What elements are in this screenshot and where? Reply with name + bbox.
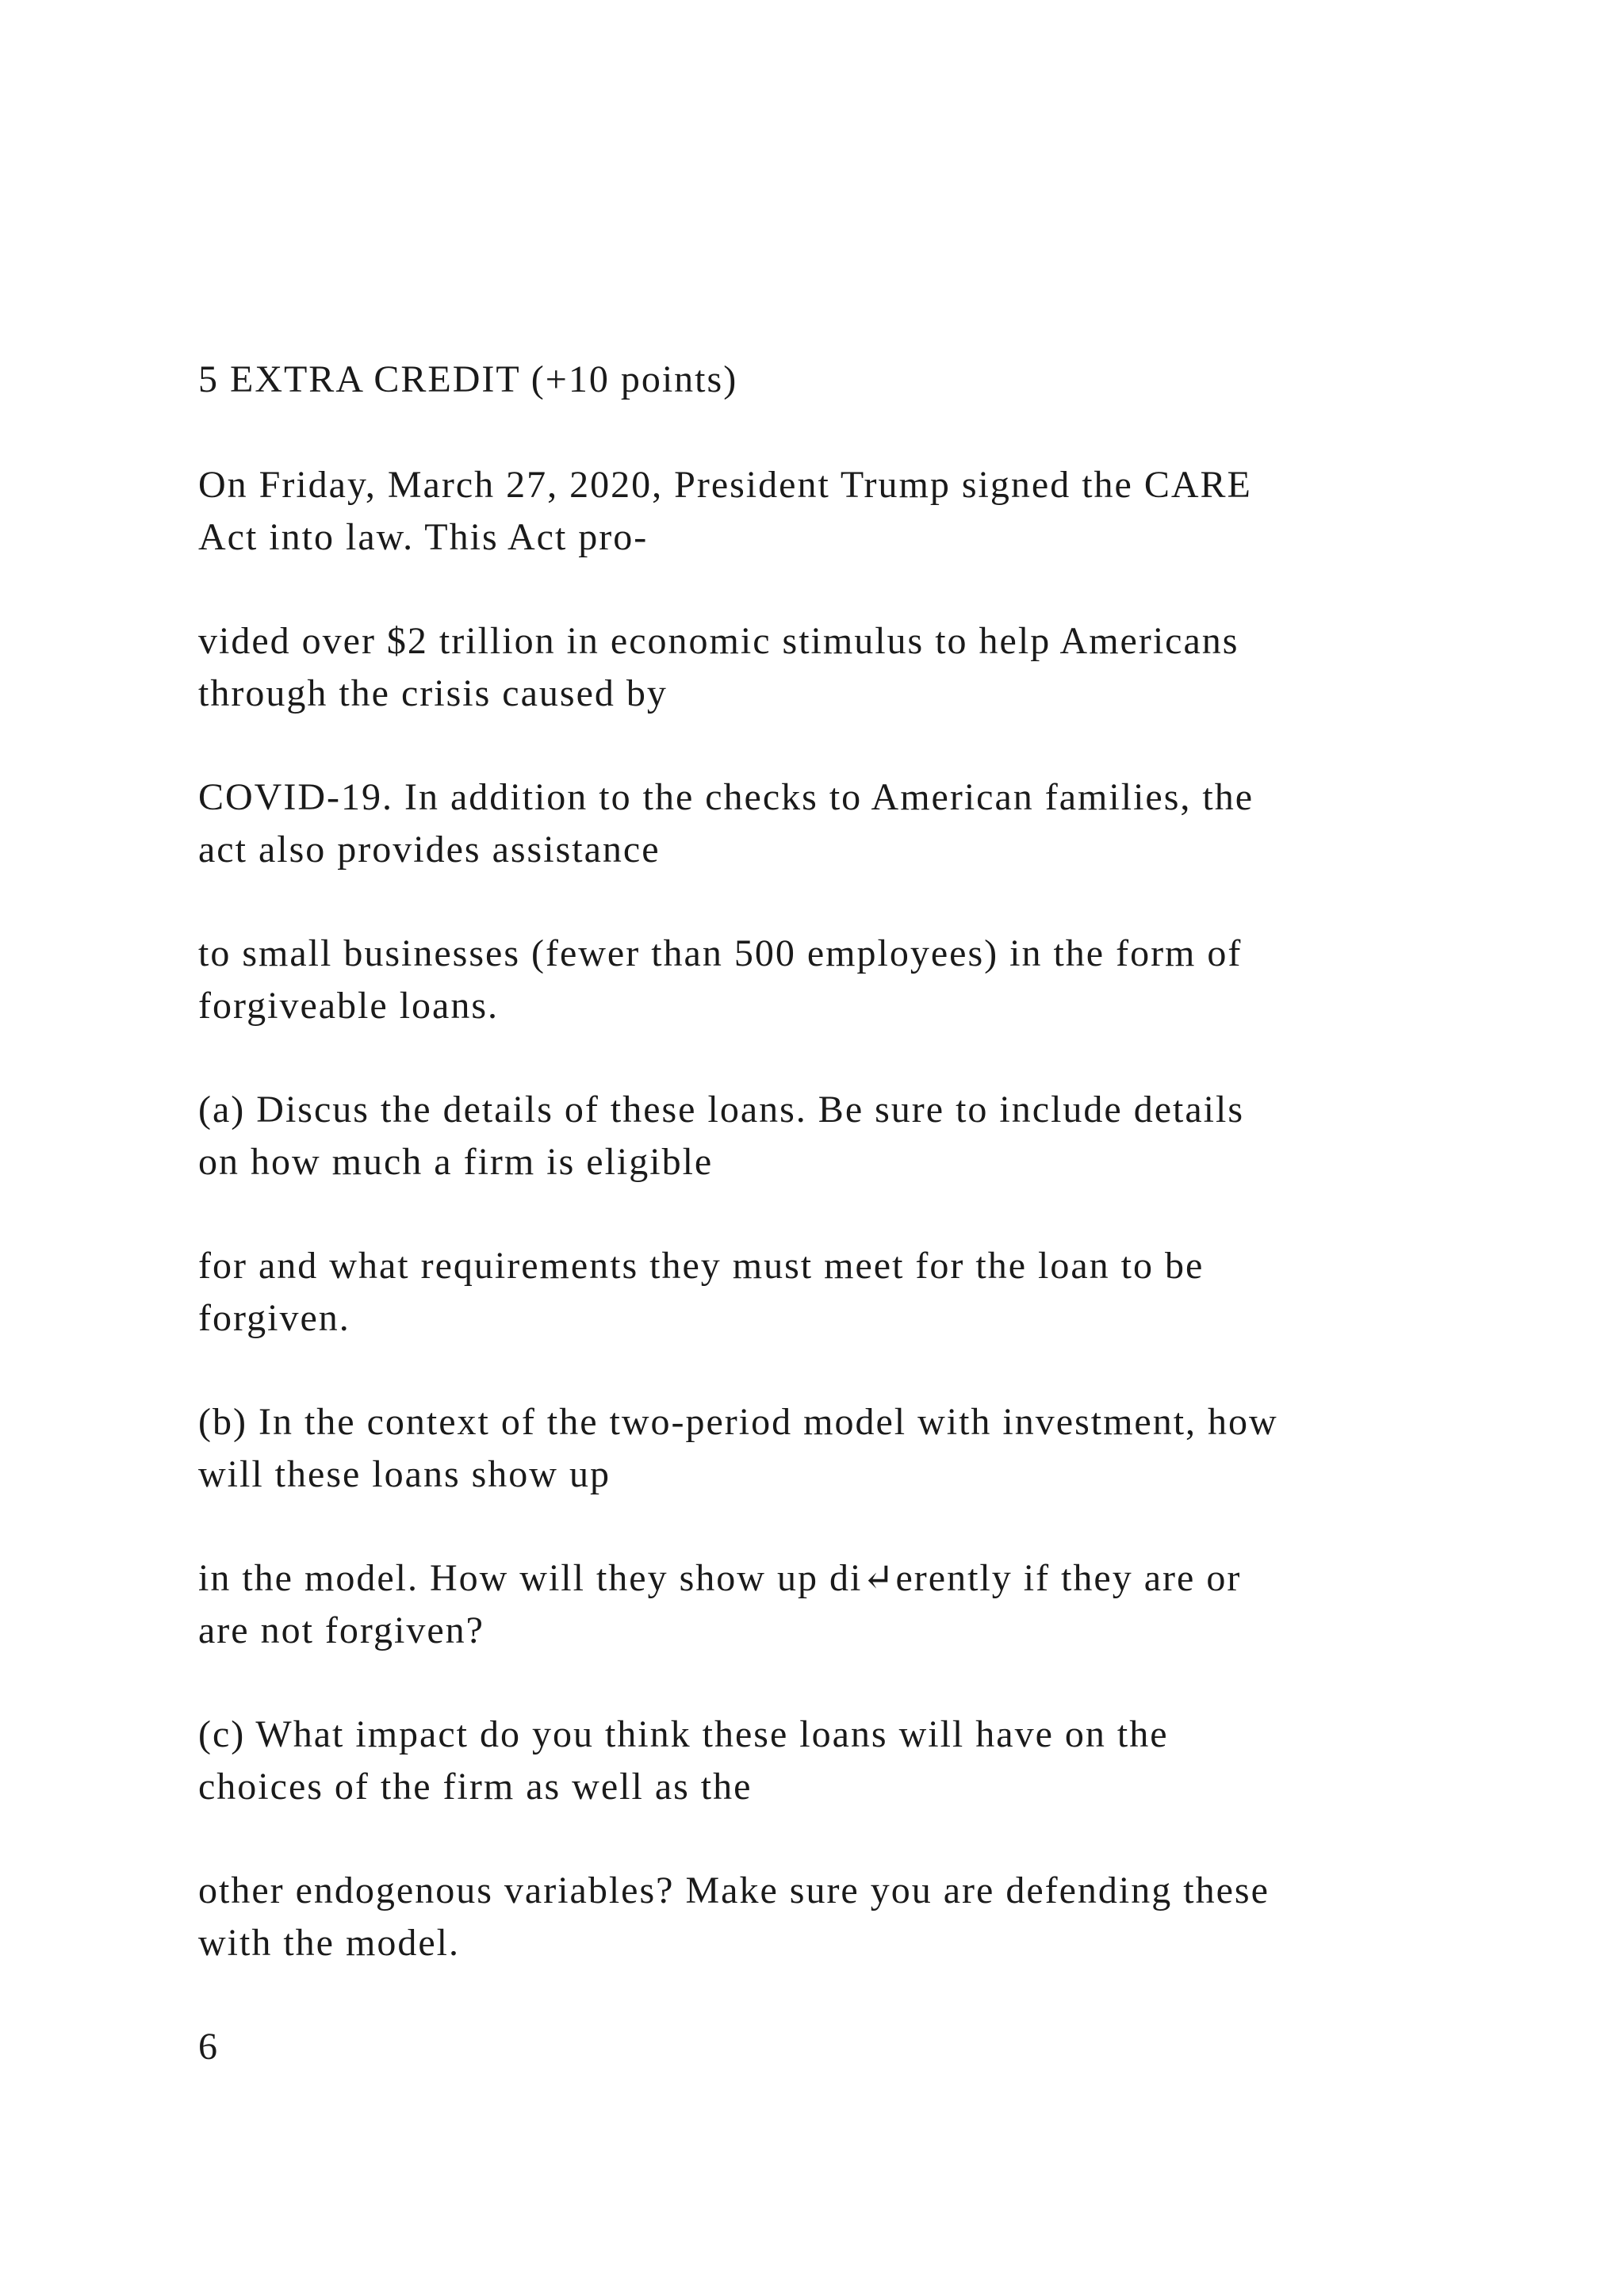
question-a-line-1: (a) Discus the details of these loans. Be sure to include details xyxy=(198,1089,1245,1131)
paragraph-4-line-2: forgiveable loans. xyxy=(198,985,500,1027)
page-number: 6 xyxy=(198,2026,219,2068)
paragraph-1-line-2: Act into law. This Act pro- xyxy=(198,516,649,558)
question-b-cont-line-2: are not forgiven? xyxy=(198,1609,485,1651)
question-b-line-1: (b) In the context of the two-period model with investment, how xyxy=(198,1401,1278,1443)
paragraph-3-line-1: COVID-19. In addition to the checks to American families, the xyxy=(198,776,1254,818)
question-a-cont-line-1: for and what requirements they must meet for the loan to be xyxy=(198,1245,1205,1287)
paragraph-2-line-1: vided over $2 trillion in economic stimulus to help Americans xyxy=(198,620,1239,662)
paragraph-3-line-2: act also provides assistance xyxy=(198,828,661,871)
paragraph-1-line-1: On Friday, March 27, 2020, President Trump signed the CARE xyxy=(198,464,1252,506)
question-c-line-1: (c) What impact do you think these loans will have on the xyxy=(198,1713,1169,1755)
paragraph-4-line-1: to small businesses (fewer than 500 employees) in the form of xyxy=(198,932,1243,974)
question-c-cont-line-1: other endogenous variables? Make sure you are defending these xyxy=(198,1869,1270,1911)
question-b-cont-line-1: in the model. How will they show up di↵erently if they are or xyxy=(198,1557,1242,1599)
paragraph-2-line-2: through the crisis caused by xyxy=(198,672,668,714)
question-c-line-2: choices of the firm as well as the xyxy=(198,1766,753,1808)
question-a-line-2: on how much a firm is eligible xyxy=(198,1141,714,1183)
question-b-line-2: will these loans show up xyxy=(198,1453,611,1495)
question-a-cont-line-2: forgiven. xyxy=(198,1297,350,1339)
question-c-cont-line-2: with the model. xyxy=(198,1922,460,1964)
section-heading: 5 EXTRA CREDIT (+10 points) xyxy=(198,358,738,400)
